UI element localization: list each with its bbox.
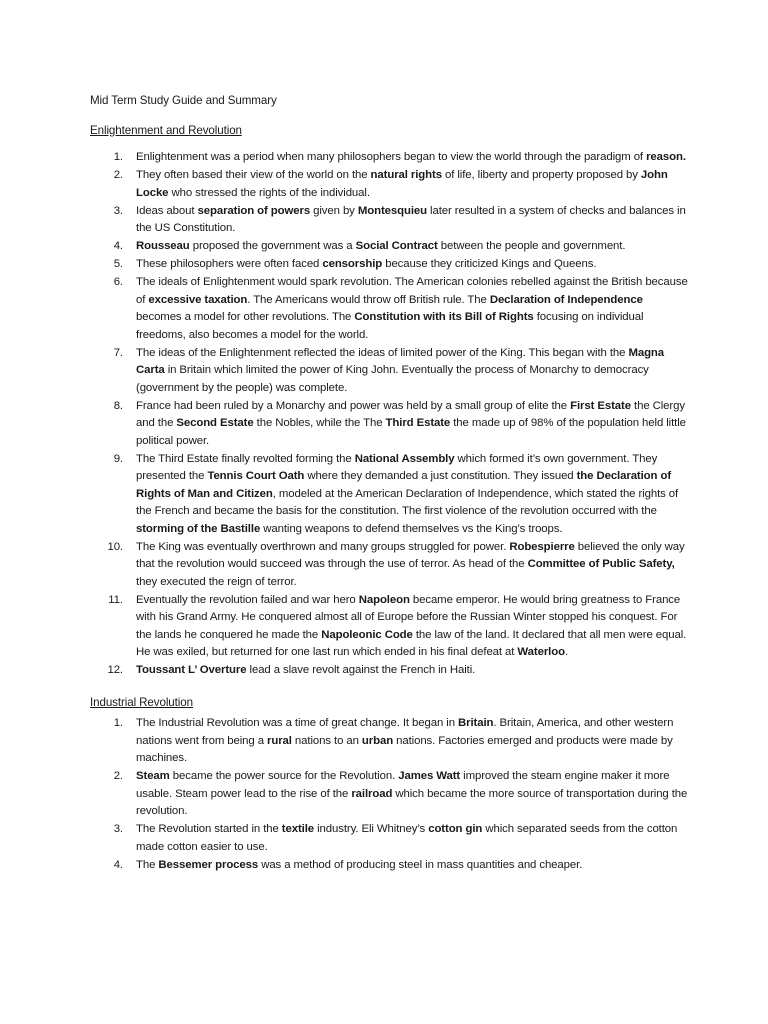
bold-term: Toussant L’ Overture: [136, 664, 247, 676]
item-text: in Britain which limited the power of King John. Eventually the process of Monarchy to democracy (government by the people) was complete.: [136, 364, 649, 394]
numbered-list: [90, 715, 690, 874]
list-item: [90, 167, 690, 202]
document-body: [90, 122, 690, 875]
bold-term: censorship: [322, 258, 383, 270]
bold-term: storming of the Bastille: [136, 522, 261, 535]
item-text: which became the more source of transportation during the revolution.: [136, 787, 688, 817]
list-item-number: 10.: [107, 540, 123, 553]
document-page: [90, 92, 690, 888]
item-text: The Third Estate finally revolted forming the: [136, 452, 355, 465]
item-text: because they criticized Kings and Queens.: [382, 258, 597, 270]
bold-term: Tennis Court Oath: [207, 470, 305, 482]
item-text: improved the steam engine maker it more usable. Steam power lead to the rise of the: [136, 770, 670, 800]
bold-term: Waterloo: [517, 646, 565, 658]
item-text: proposed the government was a: [189, 240, 356, 252]
list-item-number: 2.: [113, 770, 123, 782]
item-text: These philosophers were often faced: [136, 258, 323, 270]
item-text: The Revolution started in the: [136, 823, 282, 835]
bold-term: urban: [361, 734, 394, 747]
list-item: [90, 398, 690, 451]
item-text: nations. Factories emerged and products were made by machines.: [136, 734, 673, 764]
bold-term: Montesquieu: [357, 204, 427, 217]
item-text: wanting weapons to defend themselves vs the King’s troops.: [260, 522, 563, 535]
bold-term: Rousseau: [136, 240, 190, 252]
item-text: France had been ruled by a Monarchy and power was held by a small group of elite the: [136, 399, 571, 412]
list-item-number: 4.: [113, 240, 123, 252]
item-text: . The Americans would throw off British rule. The: [247, 293, 490, 306]
item-text: the made up of 98% of the population held little political power.: [136, 417, 686, 447]
item-text: The ideals of Enlightenment would spark revolution. The American colonies rebelled against the British because of: [136, 276, 688, 306]
list-item: [90, 451, 690, 539]
item-text: the Clergy and the: [136, 399, 685, 429]
list-item-number: 5.: [113, 258, 123, 270]
list-item: [90, 149, 690, 167]
bold-term: Steam: [136, 770, 170, 782]
item-text: lead a slave revolt against the French in Haiti.: [246, 664, 476, 676]
item-text: .: [564, 646, 569, 658]
list-item: [90, 274, 690, 344]
list-item: [90, 768, 690, 821]
bold-term: Magna Carta: [136, 346, 665, 376]
item-text: industry. Eli Whitney’s: [314, 823, 429, 835]
list-item-number: 4.: [113, 858, 123, 871]
list-item: [90, 592, 690, 662]
list-item-number: 9.: [113, 452, 123, 465]
bold-term: cotton gin: [428, 823, 483, 835]
bold-term: Declaration of Independence: [489, 293, 643, 306]
bold-term: National Assembly: [354, 452, 455, 465]
item-text: The King was eventually overthrown and many groups struggled for power.: [136, 540, 510, 553]
item-text: Enlightenment was a period when many philosophers began to view the world through the paradigm of: [136, 151, 647, 163]
numbered-list: [90, 149, 690, 680]
bold-term: natural rights: [370, 169, 442, 181]
section-heading: Industrial Revolution: [90, 695, 193, 709]
item-text: later resulted in a system of checks and balances in the US Constitution.: [136, 204, 686, 234]
bold-term: excessive taxation: [148, 293, 248, 306]
item-text: The Industrial Revolution was a time of great change. It began in: [136, 717, 459, 729]
item-text: believed the only way that the revolution would succeed was through the use of terror. As head of the: [136, 540, 685, 570]
list-item: [90, 662, 690, 680]
list-item-number: 2.: [113, 169, 123, 181]
item-text: becomes a model for other revolutions. The: [136, 311, 355, 323]
list-item-number: 6.: [113, 276, 123, 288]
item-text: , modeled at the American Declaration of Independence, which stated the rights of the French and became the basis for the constitution. The first violence of the revolution occurred with the: [136, 487, 679, 517]
bold-term: railroad: [351, 787, 393, 800]
list-item: [90, 539, 690, 592]
list-item-number: 3.: [113, 823, 123, 835]
bold-term: textile: [281, 823, 315, 835]
list-item-number: 1.: [113, 717, 123, 729]
list-item: [90, 821, 690, 856]
bold-term: rural: [267, 734, 292, 747]
item-text: became emperor. He would bring greatness to France with his Grand Army. He conquered almost all of Europe before the Russian Winter stopped his conquest. For the lands he conquered he made the: [136, 593, 681, 641]
list-item-number: 7.: [113, 346, 123, 359]
item-text: the law of the land. It declared that all men were equal. He was exiled, but returned for one last run which ended in his final defeat at: [136, 628, 687, 658]
list-item-number: 1.: [113, 151, 123, 163]
bold-term: First Estate: [570, 399, 631, 412]
bold-term: Bessemer process: [158, 858, 259, 871]
bold-term: Britain: [458, 717, 494, 729]
list-item: [90, 238, 690, 256]
bold-term: John Locke: [136, 169, 668, 199]
bold-term: Social Contract: [355, 240, 438, 252]
bold-term: reason.: [646, 151, 686, 163]
item-text: focusing on individual freedoms, also becomes a model for the world.: [136, 311, 644, 341]
item-text: The ideas of the Enlightenment reflected the ideas of limited power of the King. This began with the: [136, 346, 629, 359]
bold-term: Robespierre: [509, 540, 575, 553]
item-text: nations to an: [291, 734, 362, 747]
list-item-number: 12.: [107, 664, 123, 676]
item-text: Ideas about: [136, 204, 198, 217]
item-text: given by: [310, 204, 358, 217]
bold-term: Third Estate: [385, 417, 451, 429]
list-item: [90, 256, 690, 274]
bold-term: separation of powers: [197, 204, 311, 217]
list-item: [90, 715, 690, 768]
item-text: The: [136, 858, 159, 871]
item-text: . Britain, America, and other western nations went from being a: [136, 717, 674, 747]
item-text: they executed the reign of terror.: [136, 575, 297, 588]
list-item: [90, 203, 690, 238]
section-heading: Enlightenment and Revolution: [90, 123, 242, 137]
item-text: Eventually the revolution failed and war hero: [136, 593, 359, 606]
list-item-number: 8.: [113, 399, 123, 412]
list-item-number: 11.: [108, 593, 123, 606]
list-item: [90, 345, 690, 398]
bold-term: Constitution with its Bill of Rights: [354, 311, 534, 323]
item-text: who stressed the rights of the individual.: [168, 186, 370, 199]
item-text: where they demanded a just constitution. They issued: [304, 470, 577, 482]
list-item: [90, 857, 690, 875]
bold-term: Committee of Public Safety,: [527, 558, 675, 570]
bold-term: the Declaration of Rights of Man and Citizen: [136, 470, 672, 500]
item-text: was a method of producing steel in mass quantities and cheaper.: [258, 858, 583, 871]
document-title: Mid Term Study Guide and Summary: [90, 94, 277, 107]
item-text: between the people and government.: [437, 240, 626, 252]
bold-term: Napoleonic Code: [321, 628, 413, 641]
item-text: became the power source for the Revolution.: [169, 770, 399, 782]
bold-term: Napoleon: [358, 593, 410, 606]
bold-term: James Watt: [398, 770, 461, 782]
item-text: the Nobles, while the The: [253, 417, 386, 429]
item-text: of life, liberty and property proposed by: [441, 169, 641, 181]
item-text: They often based their view of the world on the: [136, 169, 371, 181]
bold-term: Second Estate: [176, 417, 254, 429]
item-text: which separated seeds from the cotton made cotton easier to use.: [136, 823, 678, 853]
item-text: which formed it’s own government. They presented the: [136, 452, 658, 482]
list-item-number: 3.: [113, 204, 123, 217]
